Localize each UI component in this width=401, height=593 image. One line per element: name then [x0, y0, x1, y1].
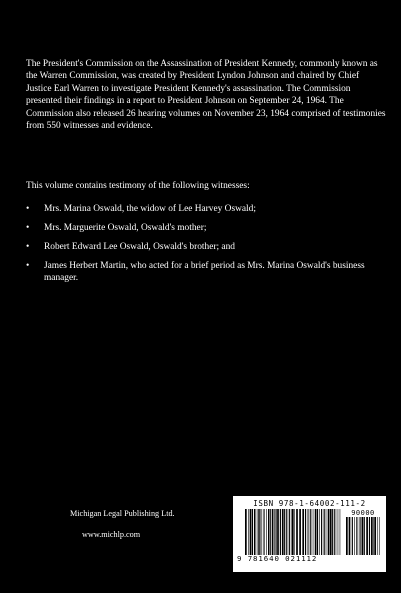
publisher-website: www.michlp.com [82, 530, 141, 539]
witness-list [26, 196, 386, 284]
witness-text: Mrs. Marina Oswald, the widow of Lee Harvey Oswald; [44, 203, 256, 214]
barcode-icon [245, 509, 341, 555]
intro-paragraph: The President's Commission on the Assassination of President Kennedy, commonly known as the Warren Commission, was created by President Lyndon Johnson and chaired by Chief Justice Earl Warren to investigate President Kennedy's assassination. The Commission presented their findings in a report to President Johnson on September 24, 1964. The Commission also released 26 hearing volumes on November 23, 1964 comprised of testimonies from 550 witnesses and evidence. [26, 59, 386, 132]
witness-text: Robert Edward Lee Oswald, Oswald's brother; and [44, 241, 235, 252]
list-item [26, 222, 386, 234]
volume-note: This volume contains testimony of the following witnesses: [26, 181, 250, 191]
bullet-icon: • [26, 241, 30, 252]
publisher-name: Michigan Legal Publishing Ltd. [70, 509, 175, 518]
witness-text: James Herbert Martin, who acted for a brief period as Mrs. Marina Oswald's business manager. [44, 260, 365, 283]
bullet-icon: • [26, 222, 30, 233]
bullet-icon: • [26, 203, 30, 214]
list-item [26, 260, 386, 285]
barcode-box [233, 496, 386, 572]
barcode-area [237, 509, 382, 561]
bullet-icon: • [26, 260, 30, 271]
addon-digits: 90000 [351, 509, 375, 517]
isbn-label: ISBN 978-1-64002-111-2 [253, 499, 366, 508]
list-item [26, 241, 386, 253]
list-item [26, 203, 386, 215]
ean-digits: 9 781640 021112 [237, 554, 318, 563]
witness-text: Mrs. Marguerite Oswald, Oswald's mother; [44, 222, 207, 233]
addon-barcode-icon [346, 517, 380, 555]
